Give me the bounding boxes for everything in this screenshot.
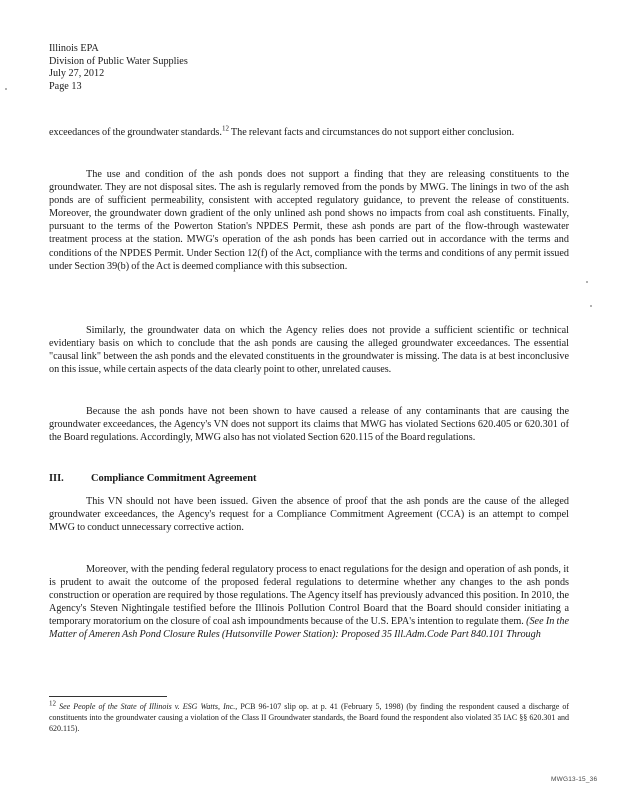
case-citation: (See In the Matter of Ameren Ash Pond Closure Rules (Hutsonville Power Station): Proposed 35 Ill.Adm.Code Part 840.101 Through bbox=[49, 616, 569, 641]
scan-speck bbox=[586, 281, 588, 283]
paragraph-continuation bbox=[49, 126, 569, 139]
scan-speck bbox=[590, 305, 592, 307]
paragraph-federal-regulation-text: Moreover, with the pending federal regulatory process to enact regulations for the design and operation of ash ponds, it is prudent to await the outcome of the proposed federal regulations to determine whether any changes to the ash ponds construction or operation are required by those regulations. The Agency itself has previously advanced this position. In 2010, the Agency's Steven Nightingale testified before the Illinois Pollution Control Board that the Board should consider initiating a temporary moratorium on the closure of coal ash impoundments because of the U.S. EPA's intention to regulate them. bbox=[49, 564, 569, 628]
footnote-reference: 12 bbox=[221, 124, 229, 133]
paragraph-cca: This VN should not have been issued. Given the absence of proof that the ash ponds are the cause of the alleged groundwater exceedances, the Agency's request for a Compliance Commitment Agreement (CCA) is an attempt to compel MWG to conduct unnecessary corrective action. bbox=[49, 496, 569, 534]
section-title: Compliance Commitment Agreement bbox=[91, 473, 257, 484]
paragraph-groundwater-data: Similarly, the groundwater data on which the Agency relies does not provide a sufficient scientific or technical evidentiary basis on which to conclude that the ash ponds are causing the alleged groundwater exceedances. The essential "causal link" between the ash ponds and the elevated constituents in the groundwater is missing. The data is at best inconclusive on this issue, while certain aspects of the data clearly point to other, unrelated causes. bbox=[49, 325, 569, 376]
footnote-case-name: See People of the State of Illinois v. ESG Watts, Inc. bbox=[56, 702, 236, 711]
header-date: July 27, 2012 bbox=[49, 68, 105, 80]
header-division: Division of Public Water Supplies bbox=[49, 55, 188, 67]
bates-number: MWG13-15_36 bbox=[551, 776, 598, 783]
footnote-divider bbox=[49, 696, 167, 697]
paragraph-federal-regulation bbox=[49, 563, 569, 642]
footnote-marker: 12 bbox=[49, 699, 56, 708]
footnote bbox=[49, 701, 569, 734]
paragraph-no-violation: Because the ash ponds have not been shown to have caused a release of any contaminants that are causing the groundwater exceedances, the Agency's VN does not support its claims that MWG has violated Sections 620.405 or 620.301 of the Board regulations. Accordingly, MWG also has not violated Section 620.115 of the Board regulations. bbox=[49, 406, 569, 444]
header-agency: Illinois EPA bbox=[49, 43, 99, 54]
section-heading bbox=[49, 473, 256, 484]
header-page-number: Page 13 bbox=[49, 80, 82, 92]
letter-header bbox=[49, 43, 188, 93]
footnote-text: , PCB 96-107 slip op. at p. 41 (February 5, 1998) (by finding the respondent caused a discharge of constituents into the groundwater causing a violation of the Class II Groundwater standards, the Board found the respondent also violated 35 IAC §§ 620.301 and 620.115). bbox=[49, 702, 569, 733]
section-number: III. bbox=[49, 473, 64, 484]
scan-speck bbox=[5, 88, 7, 90]
paragraph-continuation-text: exceedances of the groundwater standards. bbox=[49, 127, 222, 138]
paragraph-continuation-tail: The relevant facts and circumstances do not support either conclusion. bbox=[228, 127, 515, 138]
paragraph-ash-pond-use: The use and condition of the ash ponds does not support a finding that they are releasing constituents to the groundwater. They are not disposal sites. The ash is regularly removed from the ponds by MWG. The linings in two of the ash ponds are of sufficient permeability, consistent with accepted regulatory guidance, to prevent the release of constituents. Moreover, the groundwater down gradient of the only unlined ash pond shows no impacts from coal ash constituents. Finally, pursuant to the terms of the Powerton Station's NPDES Permit, these ash ponds are part of the flow-through wastewater treatment process at the station. MWG's operation of the ash ponds has been carried out in accordance with the terms and conditions of the NPDES Permit. Under Section 12(f) of the Act, compliance with the terms and conditions of any permit issued under Section 39(b) of the Act is deemed compliance with this subsection. bbox=[49, 169, 569, 272]
